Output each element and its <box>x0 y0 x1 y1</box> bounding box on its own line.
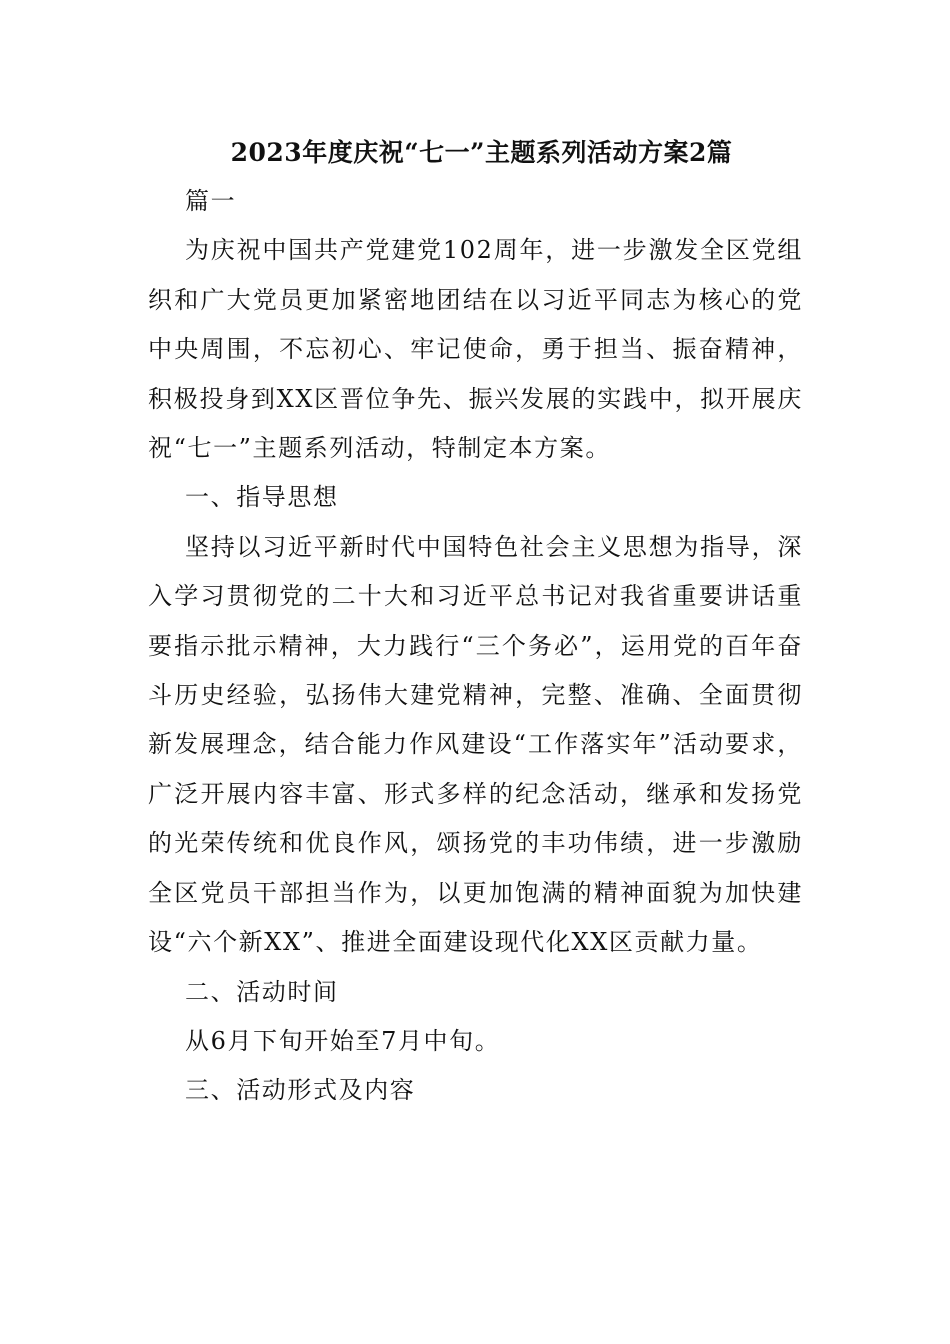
section-heading-activity-time: 二、活动时间 <box>185 977 339 1006</box>
section-heading-guiding-ideology: 一、指导思想 <box>185 483 339 512</box>
document-title: 2023年度庆祝“七一”主题系列活动方案2篇 <box>230 138 733 167</box>
section-body-guiding-ideology: 坚持以习近平新时代中国特色社会主义思想为指导，深入学习贯彻党的二十大和习近平总书记对我省重要讲话重要指示批示精神，大力践行“三个务必”，运用党的百年奋斗历史经验，弘扬伟大建党精神，完整、准确、全面贯彻新发展理念，结合能力作风建设“工作落实年”活动要求，广泛开展内容丰富、形式多样的纪念活动，继承和发扬党的光荣传统和优良作风，颂扬党的丰功伟绩，进一步激励全区党员干部担当作为，以更加饱满的精神面貌为加快建设“六个新XX”、推进全面建设现代化XX区贡献力量。 <box>148 532 803 957</box>
part-label: 篇一 <box>185 187 237 215</box>
section-heading-activity-form: 三、活动形式及内容 <box>185 1076 416 1105</box>
document-content <box>148 128 803 1116</box>
section-body-activity-time: 从6月下旬开始至7月中旬。 <box>185 1026 501 1055</box>
intro-paragraph: 为庆祝中国共产党建党102周年，进一步激发全区党组织和广大党员更加紧密地团结在以习近平同志为核心的党中央周围，不忘初心、牢记使命，勇于担当、振奋精神，积极投身到XX区晋位争先、振兴发展的实践中，拟开展庆祝“七一”主题系列活动，特制定本方案。 <box>148 236 803 463</box>
